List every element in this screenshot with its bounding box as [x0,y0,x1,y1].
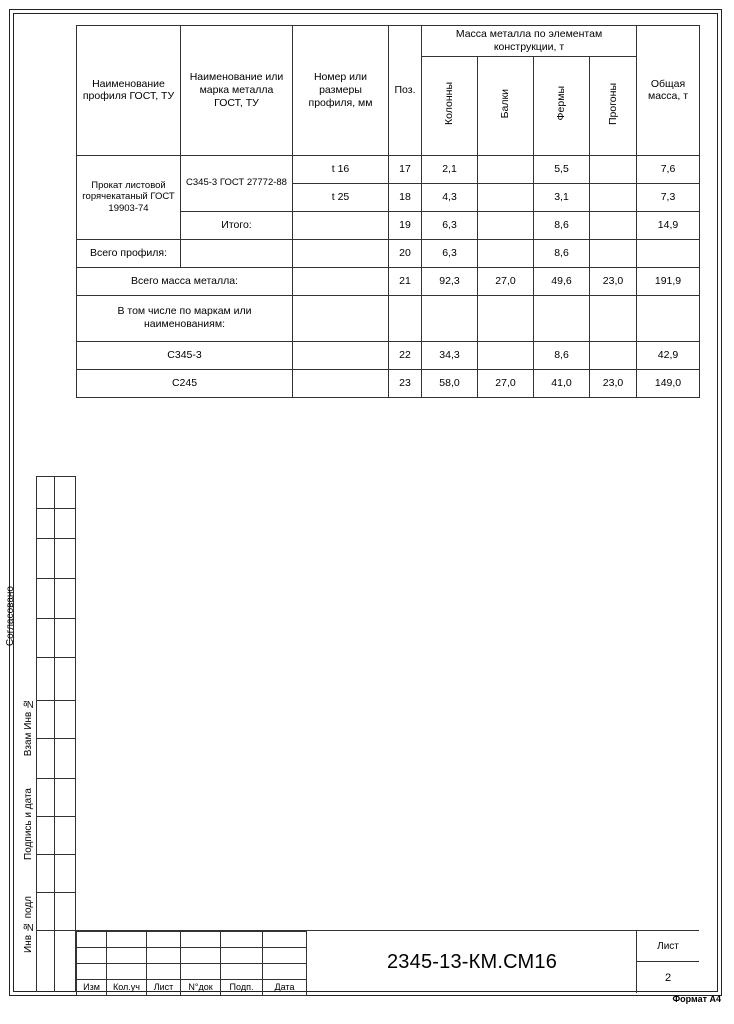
table-row [77,341,700,369]
stamp-line [36,816,76,817]
cell-grand-total-label: Всего масса металла: [77,267,293,295]
cell-total: 14,9 [637,211,700,239]
table-row [77,267,700,295]
table-row [77,295,700,341]
table-header-row-1 [77,26,700,57]
cell-purlins [590,155,637,183]
cell-metal-mark: С345-3 ГОСТ 27772-88 [181,155,293,211]
stamp-line [36,854,76,855]
cell-columns: 92,3 [422,267,478,295]
cell-columns: 58,0 [422,369,478,397]
revision-cell [263,948,307,964]
cell-purlins [590,295,637,341]
revision-col-podp: Подп. [221,980,263,996]
stamp-line [36,476,76,477]
cell-position: 19 [389,211,422,239]
header-total-mass: Общая масса, т [637,26,700,156]
cell-trusses: 41,0 [534,369,590,397]
cell-purlins [590,341,637,369]
stamp-label-podpis-data: Подпись и дата [22,788,34,860]
stamp-label-soglasovano: Согласовано [4,586,16,647]
revision-header-row [77,980,307,996]
stamp-label-vzam-inv: Взам Инв № [22,698,34,757]
stamp-line [36,508,76,509]
revision-cell [221,948,263,964]
cell-profile-size [293,295,389,341]
header-trusses: Фермы [534,56,590,155]
cell-profile-size [293,239,389,267]
stamp-label-inv-podl: Инв № подл [22,896,34,954]
table-row [77,155,700,183]
revision-cell [77,964,107,980]
revision-cell [77,948,107,964]
cell-purlins [590,183,637,211]
cell-trusses: 49,6 [534,267,590,295]
revision-row [77,932,307,948]
revision-col-koluch: Кол.уч [107,980,147,996]
revision-cell [221,932,263,948]
revision-cell [221,964,263,980]
cell-position [389,295,422,341]
cell-total: 191,9 [637,267,700,295]
title-block-revision-table [76,931,306,993]
cell-beams [478,183,534,211]
document-code: 2345-13-КМ.СМ16 [386,950,558,973]
cell-columns: 34,3 [422,341,478,369]
left-margin-stamp [4,476,76,992]
revision-cell [263,932,307,948]
stamp-line [36,892,76,893]
revision-cell [77,932,107,948]
sheet-label: Лист [637,931,699,962]
cell-total [637,239,700,267]
header-group-mass: Масса металла по элементам конструкции, т [422,26,637,57]
title-block [76,930,699,992]
cell-beams [478,211,534,239]
cell-total: 7,3 [637,183,700,211]
cell-columns: 2,1 [422,155,478,183]
cell-position: 17 [389,155,422,183]
cell-beams [478,239,534,267]
cell-mark-label: С345-3 [77,341,293,369]
revision-col-ndok: N°док [181,980,221,996]
cell-profile-size: t 25 [293,183,389,211]
specification-table-wrap [76,25,699,398]
header-purlins: Прогоны [590,56,637,155]
cell-total-profile-label: Всего профиля: [77,239,181,267]
header-profile-name: Наименование профиля ГОСТ, ТУ [77,26,181,156]
cell-total: 42,9 [637,341,700,369]
revision-cell [107,964,147,980]
cell-trusses: 3,1 [534,183,590,211]
stamp-line [36,738,76,739]
cell-trusses: 8,6 [534,239,590,267]
cell-purlins [590,211,637,239]
specification-table [76,25,700,398]
cell-total: 7,6 [637,155,700,183]
cell-columns: 4,3 [422,183,478,211]
cell-position: 20 [389,239,422,267]
header-profile-size: Номер или размеры профиля, мм [293,26,389,156]
cell-total: 149,0 [637,369,700,397]
cell-metal-mark [181,239,293,267]
cell-trusses: 5,5 [534,155,590,183]
stamp-line [36,700,76,701]
stamp-column-divider [36,476,37,992]
revision-row [77,948,307,964]
revision-cell [181,932,221,948]
cell-position: 21 [389,267,422,295]
cell-beams: 27,0 [478,267,534,295]
cell-beams [478,295,534,341]
revision-cell [263,964,307,980]
revision-table [76,931,307,996]
revision-cell [181,948,221,964]
format-label: Формат А4 [672,994,721,1004]
cell-trusses [534,295,590,341]
cell-purlins [590,239,637,267]
stamp-line [36,538,76,539]
title-block-main [306,931,699,993]
revision-col-izm: Изм [77,980,107,996]
stamp-line [36,618,76,619]
revision-cell [107,932,147,948]
revision-cell [147,964,181,980]
stamp-line [36,657,76,658]
cell-total [637,295,700,341]
cell-beams [478,341,534,369]
table-row [77,239,700,267]
header-position: Поз. [389,26,422,156]
header-metal-mark: Наименование или марка металла ГОСТ, ТУ [181,26,293,156]
cell-profile-size [293,341,389,369]
stamp-line [36,930,76,931]
cell-beams: 27,0 [478,369,534,397]
header-beams: Балки [478,56,534,155]
sheet-number-box [636,931,699,993]
cell-trusses: 8,6 [534,211,590,239]
cell-position: 18 [389,183,422,211]
revision-col-list: Лист [147,980,181,996]
cell-trusses: 8,6 [534,341,590,369]
cell-position: 23 [389,369,422,397]
cell-purlins: 23,0 [590,267,637,295]
revision-cell [107,948,147,964]
cell-position: 22 [389,341,422,369]
cell-profile-name: Прокат листовой горячекатаный ГОСТ 19903-74 [77,155,181,239]
stamp-line [36,778,76,779]
cell-mark-label: С245 [77,369,293,397]
revision-row [77,964,307,980]
stamp-column-divider [54,476,55,992]
revision-cell [181,964,221,980]
cell-beams [478,155,534,183]
revision-col-data: Дата [263,980,307,996]
cell-profile-size [293,267,389,295]
stamp-line [36,578,76,579]
cell-profile-size [293,211,389,239]
cell-columns: 6,3 [422,239,478,267]
cell-profile-size [293,369,389,397]
cell-purlins: 23,0 [590,369,637,397]
revision-cell [147,932,181,948]
cell-subtotal-label: Итого: [181,211,293,239]
revision-cell [147,948,181,964]
table-row [77,369,700,397]
header-columns: Колонны [422,56,478,155]
cell-breakdown-label: В том числе по маркам или наименованиям: [77,295,293,341]
sheet-number: 2 [664,971,672,984]
cell-profile-size: t 16 [293,155,389,183]
cell-columns: 6,3 [422,211,478,239]
cell-columns [422,295,478,341]
